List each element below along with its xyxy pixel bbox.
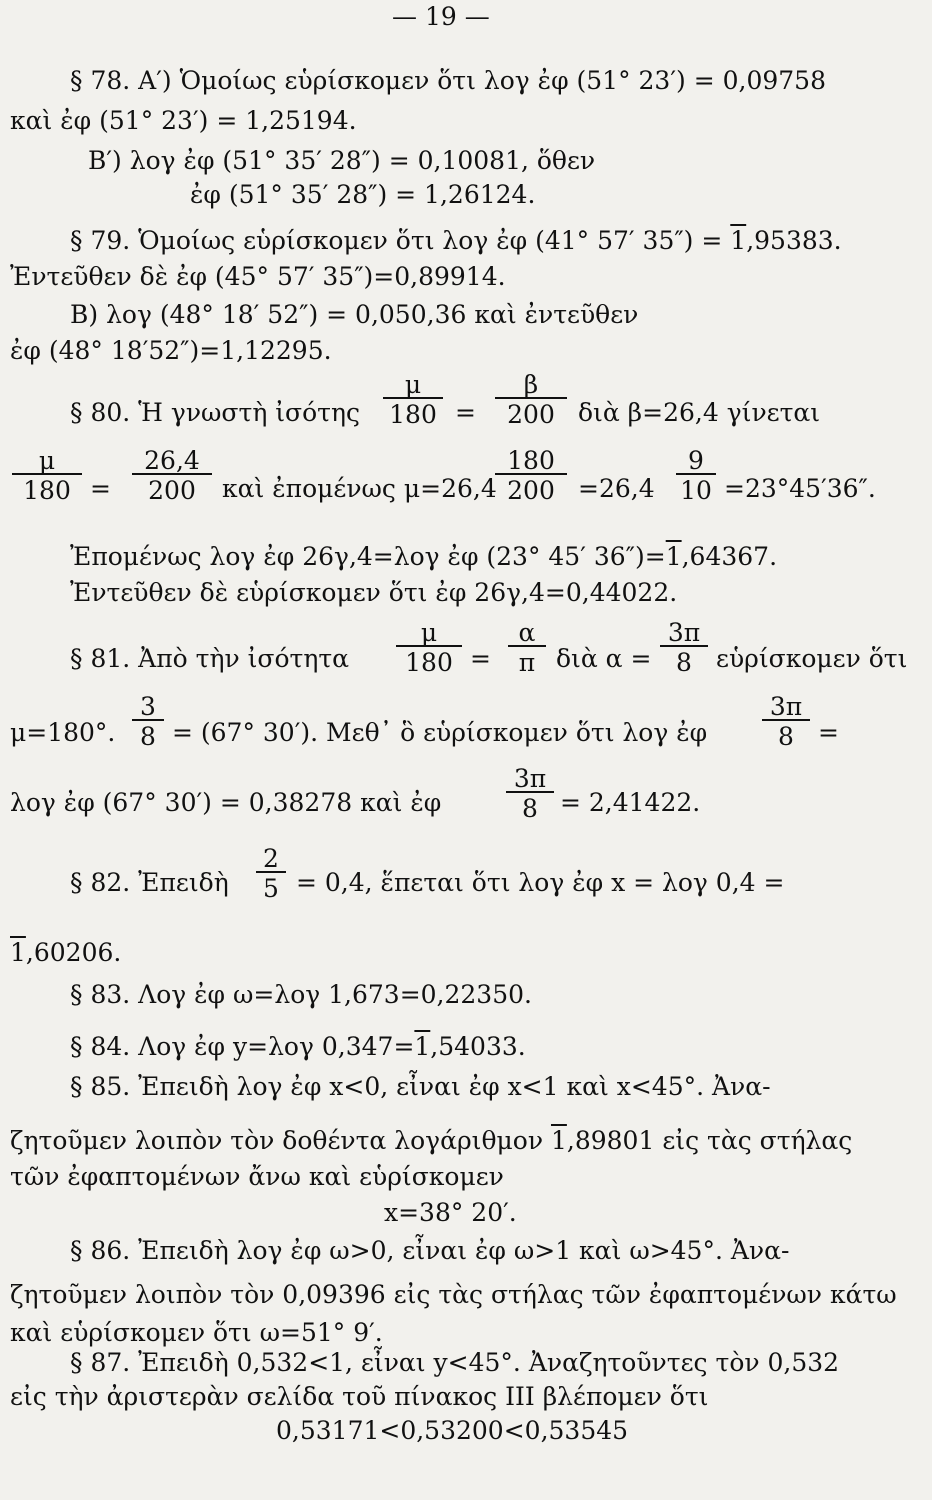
text-line: 0,53171<0,53200<0,53545: [276, 1416, 629, 1445]
fraction: 2 5: [256, 846, 286, 901]
text-line: = (67° 30′). Μεθ᾽ ὃ εὑρίσκομεν ὅτι λογ ἐφ: [172, 718, 708, 747]
text-line: Β) λογ (48° 18′ 52″) = 0,050,36 καὶ ἐντεῦθεν: [70, 300, 639, 329]
text-line: Β′) λογ ἐφ (51° 35′ 28″) = 0,10081, ὅθεν: [88, 146, 596, 175]
fraction: 180 200: [495, 448, 567, 503]
text-line: ζητοῦμεν λοιπὸν τὸν δοθέντα λογάριθμον 1,89801 εἰς τὰς στήλας: [10, 1126, 853, 1155]
text-line: Ἐπομένως λογ ἐφ 26γ,4=λογ ἐφ (23° 45′ 36″)=1,64367.: [70, 542, 778, 571]
text-line: =: [90, 474, 111, 503]
text-line: καὶ ἐφ (51° 23′) = 1,25194.: [10, 106, 357, 135]
text-line: = 0,4, ἕπεται ὅτι λογ ἐφ x = λογ 0,4 =: [296, 868, 785, 897]
text-line: = 2,41422.: [560, 788, 701, 817]
text-line: ἐφ (51° 35′ 28″) = 1,26124.: [190, 180, 536, 209]
text-line: εὑρίσκομεν ὅτι: [716, 644, 908, 673]
text-line: =: [470, 644, 491, 673]
text-line: λογ ἐφ (67° 30′) = 0,38278 καὶ ἐφ: [10, 788, 442, 817]
text-line: § 79. Ὁμοίως εὑρίσκομεν ὅτι λογ ἐφ (41° 57′ 35″) = 1,95383.: [70, 226, 842, 255]
fraction: μ 180: [12, 448, 82, 503]
text-line: ἐφ (48° 18′52″)=1,12295.: [10, 336, 332, 365]
text-line: =26,4: [578, 474, 655, 503]
text-line: ζητοῦμεν λοιπὸν τὸν 0,09396 εἰς τὰς στήλας τῶν ἐφαπτομένων κάτω: [10, 1280, 897, 1309]
fraction: μ 180: [383, 372, 443, 427]
fraction: 9 10: [676, 448, 716, 503]
text-line: § 87. Ἐπειδὴ 0,532<1, εἶναι y<45°. Ἀναζητοῦντες τὸν 0,532: [70, 1348, 840, 1377]
text-line: =: [818, 718, 839, 747]
fraction: β 200: [495, 372, 567, 427]
text-line: § 85. Ἐπειδὴ λογ ἐφ x<0, εἶναι ἐφ x<1 καὶ x<45°. Ἀνα-: [70, 1072, 771, 1101]
text-line: καὶ εὑρίσκομεν ὅτι ω=51° 9′.: [10, 1318, 383, 1347]
fraction: α π: [508, 620, 546, 675]
text-line: 1,60206.: [10, 938, 122, 967]
text-line: μ=180°.: [10, 718, 116, 747]
text-line: § 81. Ἀπὸ τὴν ἰσότητα: [70, 644, 350, 673]
text-line: § 78. Α′) Ὁμοίως εὑρίσκομεν ὅτι λογ ἐφ (51° 23′) = 0,09758: [70, 66, 826, 95]
text-line: Ἐντεῦθεν δὲ εὑρίσκομεν ὅτι ἐφ 26γ,4=0,44022.: [70, 578, 678, 607]
text-line: Ἐντεῦθεν δὲ ἐφ (45° 57′ 35″)=0,89914.: [10, 262, 506, 291]
fraction: μ 180: [396, 620, 462, 675]
text-line: εἰς τὴν ἀριστερὰν σελίδα τοῦ πίνακος ΙΙΙ βλέπομεν ὅτι: [10, 1382, 709, 1411]
text-line: x=38° 20′.: [384, 1198, 517, 1227]
text-line: =: [455, 398, 476, 427]
text-line: διὰ α =: [556, 644, 652, 673]
text-line: § 86. Ἐπειδὴ λογ ἐφ ω>0, εἶναι ἐφ ω>1 καὶ ω>45°. Ἀνα-: [70, 1236, 790, 1265]
text-line: § 80. Ἡ γνωστὴ ἰσότης: [70, 398, 360, 427]
text-line: τῶν ἐφαπτομένων ἄνω καὶ εὑρίσκομεν: [10, 1162, 504, 1191]
text-line: § 82. Ἐπειδὴ: [70, 868, 229, 897]
text-line: § 83. Λογ ἐφ ω=λογ 1,673=0,22350.: [70, 980, 532, 1009]
fraction: 3π 8: [506, 766, 554, 821]
fraction: 26,4 200: [132, 448, 212, 503]
text-line: § 84. Λογ ἐφ y=λογ 0,347=1,54033.: [70, 1032, 526, 1061]
fraction: 3 8: [132, 694, 164, 749]
page-number: — 19 —: [392, 2, 490, 31]
text-line: =23°45′36″.: [724, 474, 876, 503]
fraction: 3π 8: [762, 694, 810, 749]
text-line: καὶ ἐπομένως μ=26,4: [222, 474, 497, 503]
text-line: διὰ β=26,4 γίνεται: [578, 398, 821, 427]
fraction: 3π 8: [660, 620, 708, 675]
